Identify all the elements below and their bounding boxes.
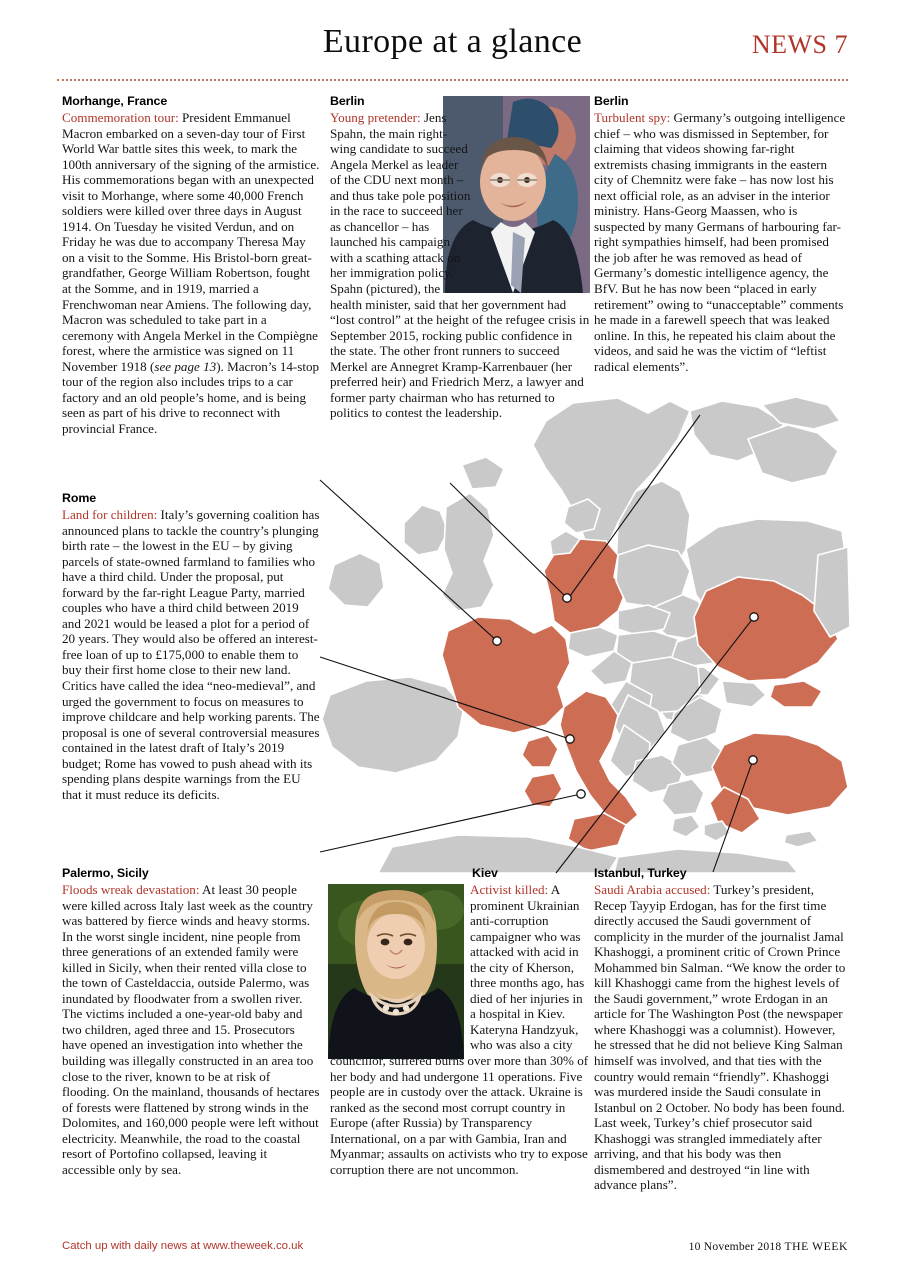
article-body-text: Turkey’s president, Recep Tayyip Erdogan, has for the first time directly accused the Saudi government of complicity in the murder of the journalist Jamal Khashoggi, a prominent critic of Crown Prince Mohammed bin Salman. “We know the order to kill Khashoggi came from the highest levels of the Saudi government,” wrote Erdogan in an article for The Washington Post (the newspaper where Khashoggi was a columnist). However, he stressed that he did not believe King Salman himself was involved, and that ties with the country would remain “friendly”. Khashoggi was murdered inside the Saudi consulate in Istanbul on 2 October. No body has been found. Last week, Turkey’s chief prosecutor said Khashoggi was strangled immediately after arriving, and that his body was then dismembered and destroyed “in line with advance plans”. — [594, 882, 846, 1193]
article-kicker: Kiev — [472, 866, 498, 880]
page-title: Europe at a glance — [322, 23, 583, 60]
article-lede: Land for children: — [62, 507, 158, 522]
article-kicker: Berlin — [594, 94, 629, 108]
article-body — [594, 110, 847, 374]
article-body-text: Italy’s governing coalition has announced plans to tackle the country’s plunging birth rate – the lowest in the EU – by giving parcels of state-owned farmland to families who have a third child. Under the proposal, put forward by the far-right League Party, married couples who have a third child between 2019 and 2021 would be leased a plot for a period of 20 years. They would also be offered an interest-free loan of up to £175,000 to enable them to buy their first home close to their new land. Critics have called the idea “neo-medieval”, and urged the government to focus on measures to improve childcare and help working parents. The proposal is one of several controversial measures contained in the latest draft of Italy’s 2019 budget; Rome has vowed to push ahead with its spending plans despite warnings from the EU that it must reduce its deficits. — [62, 507, 320, 802]
footer-publication: THE WEEK — [784, 1240, 848, 1253]
article-body — [62, 882, 320, 1177]
article-kicker: Istanbul, Turkey — [594, 866, 687, 880]
article-palermo — [62, 866, 320, 1177]
article-body-part1: President Emmanuel Macron embarked on a seven-day tour of First World War battle sites this week, to mark the 100th anniversary of the signing of the armistice. His commemorations began with an unexpected visit to Morhange, where some 40,000 French soldiers were killed over three days in August 1914. On Tuesday he visited Verdun, and on Friday he was due to accompany Theresa May on a visit to the Somme. His Bristol-born great-grandfather, George William Robertson, fought at the Somme, and in 1919, married a Frenchwoman near Amiens. The following day, Macron was scheduled to take part in a ceremony with Angela Merkel in the Compiègne forest, where the armistice was signed on 11 November 1918 ( — [62, 110, 320, 374]
footer-issue-info — [689, 1240, 848, 1253]
footer-promo-link[interactable]: Catch up with daily news at www.theweek.co.uk — [62, 1240, 304, 1252]
article-berlin-turbulent-spy — [594, 94, 847, 374]
article-body — [62, 507, 320, 802]
header-divider — [57, 79, 848, 81]
article-lede: Turbulent spy: — [594, 110, 671, 125]
article-berlin-young-pretender — [330, 94, 590, 421]
article-lede: Young pretender: — [330, 110, 421, 125]
article-rome — [62, 491, 320, 802]
article-morhange — [62, 94, 320, 436]
article-body-part2: ). Macron’s 14-stop tour of the region also includes trips to a car factory and an old people’s home, and is being seen as part of his drive to reconnect with provincial France. — [62, 358, 320, 436]
article-body — [594, 882, 847, 1193]
article-lede: Commemoration tour: — [62, 110, 179, 125]
photo-wrap-shim — [472, 94, 590, 294]
article-istanbul — [594, 866, 847, 1193]
article-kicker: Morhange, France — [62, 94, 168, 108]
article-lede: Floods wreak devastation: — [62, 882, 200, 897]
article-kicker: Berlin — [330, 94, 365, 108]
article-kicker: Rome — [62, 491, 97, 505]
photo-wrap-shim — [330, 866, 470, 1044]
article-body-text: Germany’s outgoing intelligence chief – who was dismissed in September, for claiming that videos showing far-right extremists chasing immigrants in the eastern city of Chemnitz were fake – has now lost his next official role, as an adviser in the interior ministry. Hans-Georg Maassen, who is suspected by many Germans of harbouring far-right sympathies himself, had been promised the job after he was removed as head of Germany’s domestic intelligence agency, the BfV. But he has now been “placed in early retirement” owing to “unacceptable” comments he made in a farewell speech that was leaked online. In this, he repeated his claim about the videos, and said he was the victim of “leftist radical elements”. — [594, 110, 846, 374]
article-body-text: At least 30 people were killed across Italy last week as the country was battered by fierce winds and heavy storms. In the worst single incident, nine people from three generations of an extended family were killed in Sicily, when their rented villa close to the town of Casteldaccia, outside Palermo, was inundated by floodwater from a swollen river. The victims included a one-year-old baby and two children, aged three and 15. Prosecutors have opened an investigation into whether the building was illegally constructed in an area too close to the river, known to be at risk of flooding. On the mainland, thousands of hectares of forests were flattened by strong winds in the Dolomites, and 160,000 people were left without electricity. Meanwhile, the road to the coastal resort of Portofino collapsed, leaving it accessible only by sea. — [62, 882, 320, 1177]
article-body-text: A prominent Ukrainian anti-corruption campaigner who was attacked with acid in the city of Kherson, three months ago, has died of her injuries in a hospital in Kiev. Kateryna Handzyuk, who was also a city councillor, suffered burns over more than 30% of her body and had undergone 11 operations. Five people are in custody over the attack. Ukraine is ranked as the second most corrupt country in Europe (after Russia) by Transparency International, on a par with Gambia, Iran and Myanmar; assaults on activists who try to expose corruption there are not uncommon. — [330, 882, 589, 1177]
article-body-text: Jens Spahn, the main right-wing candidate to succeed Angela Merkel as leader of the CDU next month – and thus take pole position in the race to succeed her as chancellor – has launched his campaign with a scathing attack on her immigration policy. Spahn (pictured), the health minister, said that her government had “lost control” at the height of the refugee crisis in September 2015, rocking public confidence in the state. The other front runners to succeed Merkel are Annegret Kramp-Karrenbauer (her preferred heir) and Friedrich Merz, a lawyer and former party chairman who has returned to politics to contest the leadership. — [330, 110, 590, 421]
article-kicker: Palermo, Sicily — [62, 866, 149, 880]
europe-map — [318, 395, 850, 873]
article-lede: Activist killed: — [470, 882, 549, 897]
article-lede: Saudi Arabia accused: — [594, 882, 711, 897]
footer-date: 10 November 2018 — [688, 1240, 782, 1253]
article-body-italic: see page 13 — [154, 358, 217, 374]
article-body — [62, 110, 320, 436]
article-kiev — [330, 866, 590, 1177]
section-label: NEWS 7 — [751, 30, 848, 59]
masthead — [57, 22, 848, 80]
